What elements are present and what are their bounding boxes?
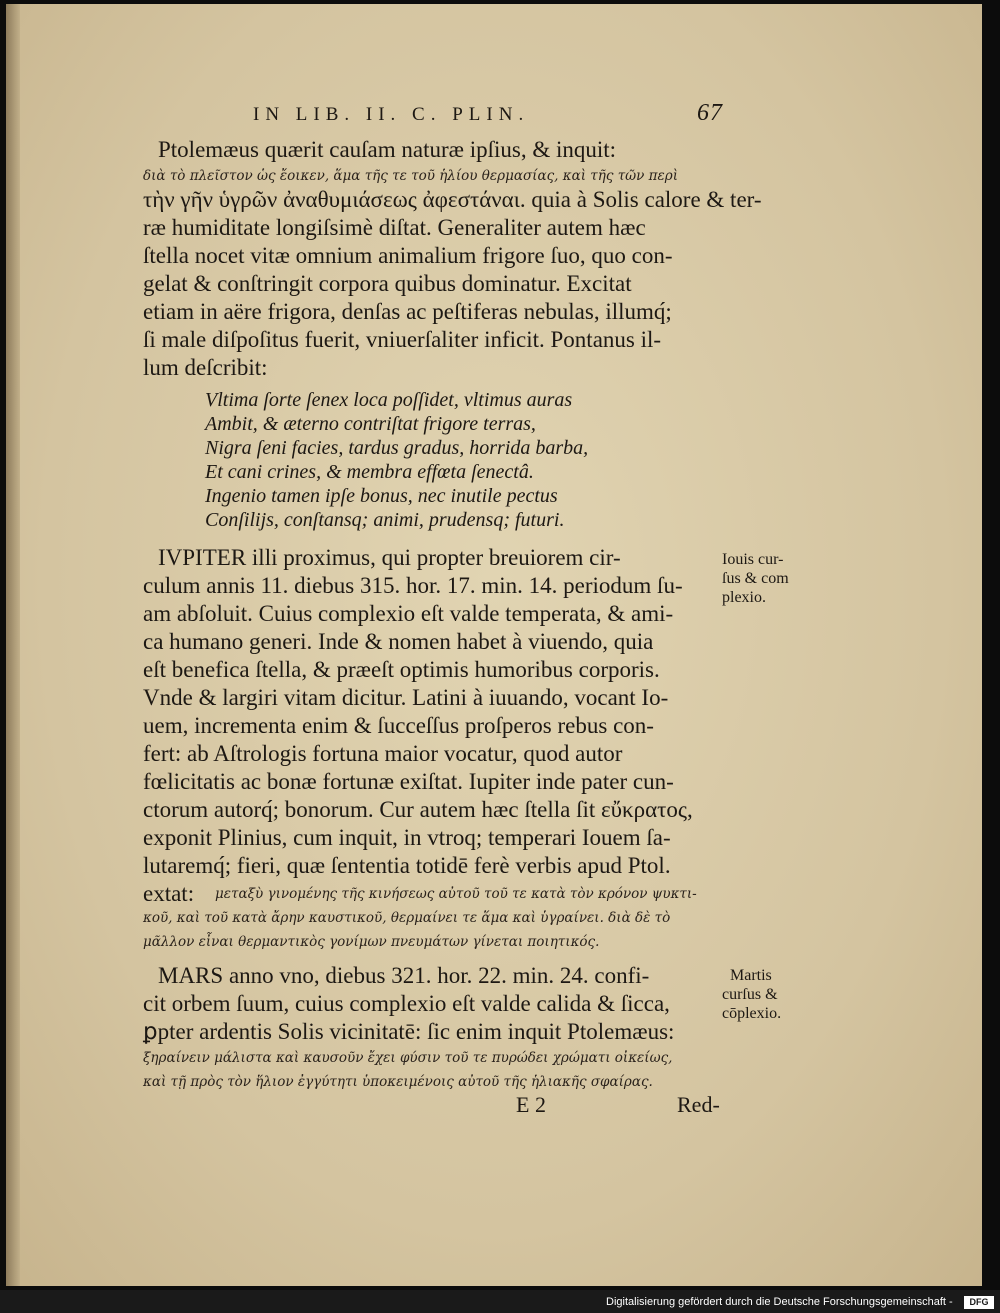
page-number: 67 [697,100,723,126]
body-line: am abſoluit. Cuius complexio eſt valde temperata, & ami- [143,601,674,626]
body-line: Vnde & largiri vitam dicitur. Latini à iuuando, vocant Io- [143,685,669,710]
verse-line: Et cani crines, & membra effœta ſenectâ. [205,461,534,483]
body-line: etiam in aëre frigora, denſas ac peſtiferas nebulas, illumq́; [143,299,672,324]
body-line: uem, incrementa enim & ſucceſſus proſperos rebus con- [143,713,654,738]
footer-credit: Digitalisierung gefördert durch die Deutsche Forschungsgemeinschaft - [606,1296,953,1308]
body-line: extat: [143,881,195,906]
page-gutter [6,4,20,1286]
body-line: IVPITER illi proximus, qui propter breuiorem cir- [158,545,621,570]
body-line: eſt benefica ſtella, & præeſt optimis humoribus corporis. [143,657,660,682]
body-line: ſtella nocet vitæ omnium animalium frigore ſuo, quo con- [143,243,673,268]
body-line: cit orbem ſuum, cuius complexio eſt valde calida & ſicca, [143,991,670,1016]
margin-note-jupiter-line: ſus & com [722,570,789,587]
greek-line: διὰ τὸ πλεῖστον ὡς ἔοικεν, ἅμα τῆς τε τοῦ ἡλίου θερμασίας, καὶ τῆς τῶν περὶ [143,168,679,184]
signature-mark: E 2 [516,1092,546,1117]
margin-note-jupiter-line: plexio. [722,589,766,606]
greek-line: ξηραίνειν μάλιστα καὶ καυσοῦν ἔχει φύσιν τοῦ τε πυρώδει χρώματι οἰκείως, [143,1050,673,1066]
verse-line: Conſilijs, conſtansq; animi, prudensq; futuri. [205,509,565,531]
body-line: τὴν γῆν ὑγρῶν ἀναθυμιάσεως ἀφεστάναι. quia à Solis calore & ter- [143,187,762,212]
body-line: culum annis 11. diebus 315. hor. 17. min. 14. periodum ſu- [143,573,683,598]
running-header [253,100,723,132]
verse-line: Ingenio tamen ipſe bonus, nec inutile pectus [205,485,558,507]
body-line: exponit Plinius, cum inquit, in vtroq; temperari Iouem ſa- [143,825,671,850]
body-line: fert: ab Aſtrologis fortuna maior vocatur, quod autor [143,741,623,766]
margin-note-jupiter-line: Iouis cur- [722,551,784,568]
dfg-logo: DFG [964,1296,994,1309]
body-line: lutaremq́; fieri, quæ ſententia totidē ferè verbis apud Ptol. [143,853,671,878]
greek-line: μεταξὺ γινομένης τῆς κινήσεως αὐτοῦ τοῦ τε κατὰ τὸν κρόνον ψυκτι- [215,886,697,902]
running-title: IN LIB. II. C. PLIN. [253,104,530,125]
body-line: ræ humiditate longiſsimè diſtat. Generaliter autem hæc [143,215,646,240]
body-line: MARS anno vno, diebus 321. hor. 22. min. 24. confi- [158,963,650,988]
verse-line: Ambit, & æterno contriſtat frigore terras, [205,413,536,435]
body-line: gelat & conſtringit corpora quibus dominatur. Excitat [143,271,632,296]
margin-note-mars-line: Martis [730,967,772,984]
body-line: fœlicitatis ac bonæ fortunæ exiſtat. Iupiter inde pater cun- [143,769,674,794]
body-line: ca humano generi. Inde & nomen habet à viuendo, quia [143,629,654,654]
body-line: lum deſcribit: [143,355,268,380]
margin-note-mars-line: curſus & [722,986,778,1003]
greek-line: μᾶλλον εἶναι θερμαντικὸς γονίμων πνευμάτων γίνεται ποιητικός. [143,934,600,950]
verse-line: Nigra ſeni facies, tardus gradus, horrida barba, [205,437,589,459]
greek-line: καὶ τῇ πρὸς τὸν ἥλιον ἐγγύτητι ὑποκειμένοις αὐτοῦ τῆς ἡλιακῆς σφαίρας. [143,1074,653,1090]
body-line: ctorum autorq́; bonorum. Cur autem hæc ſtella ſit εὔκρατος, [143,797,693,822]
catchword: Red- [677,1092,720,1117]
verse-line: Vltima ſorte ſenex loca poſſidet, vltimus auras [205,389,573,411]
margin-note-mars-line: cōplexio. [722,1005,782,1022]
body-line: ſi male diſpoſitus fuerit, vniuerſaliter inficit. Pontanus il- [143,327,662,352]
body-line: ꝑpter ardentis Solis vicinitatē: ſic enim inquit Ptolemæus: [143,1019,675,1044]
greek-line: κοῦ, καὶ τοῦ κατὰ ἄρην καυστικοῦ, θερμαίνει τε ἅμα καὶ ὑγραίνει. διὰ δὲ τὸ [143,910,671,926]
body-line: Ptolemæus quærit cauſam naturæ ipſius, & inquit: [158,137,617,162]
